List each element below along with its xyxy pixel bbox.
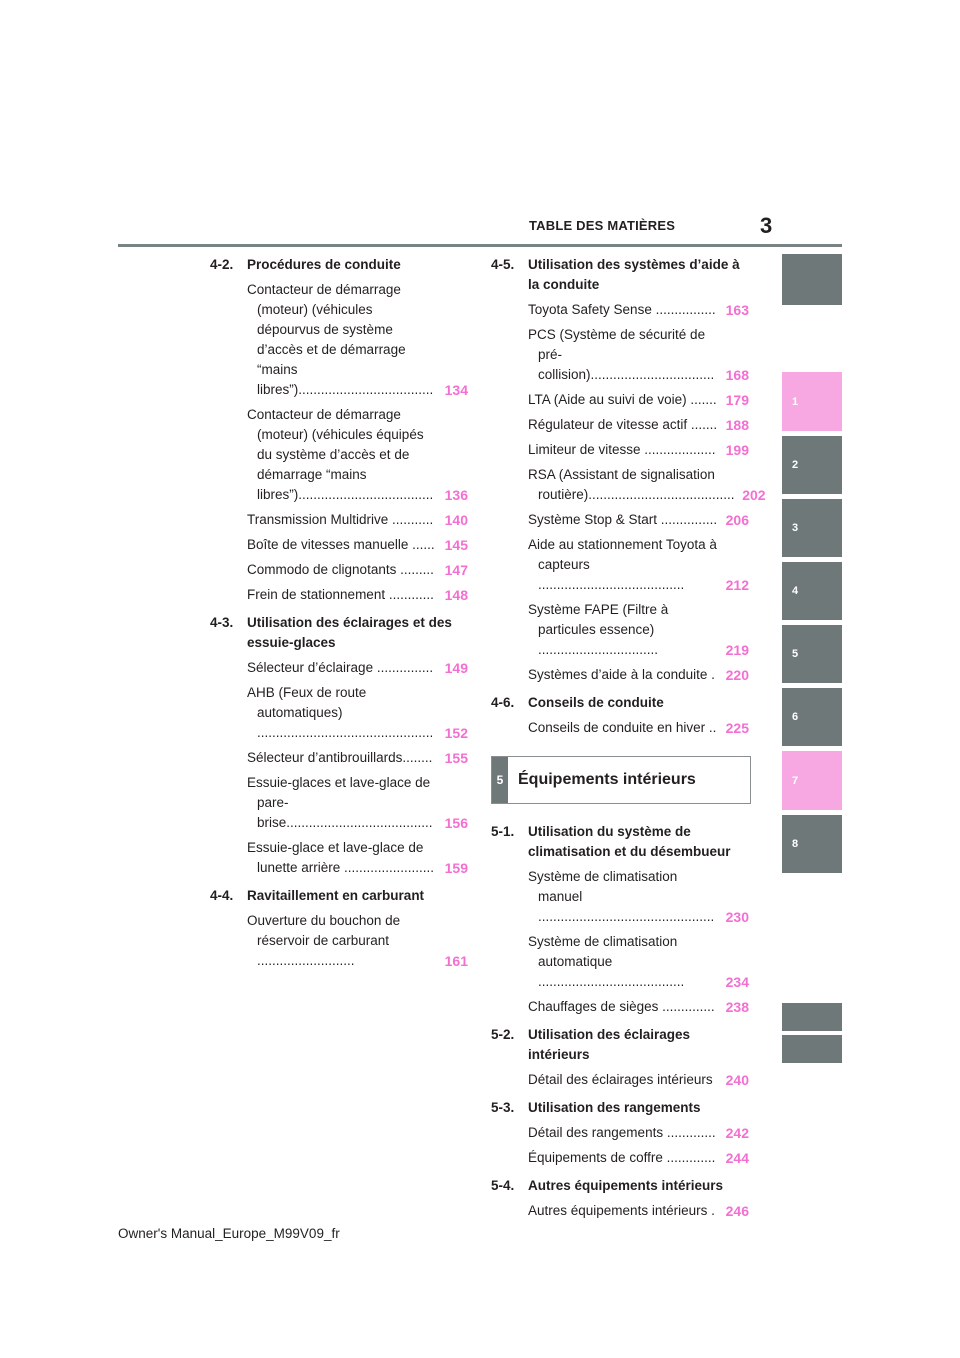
toc-entry-page-link[interactable]: 148 (444, 587, 468, 603)
toc-entry[interactable] (491, 665, 749, 685)
toc-entry-page-link[interactable]: 246 (725, 1203, 749, 1219)
side-tab-label: 5 (792, 648, 799, 660)
side-tab-7[interactable] (782, 751, 842, 810)
section-title: Utilisation du système de climatisation et du désembueur (528, 824, 731, 859)
toc-section-heading (491, 822, 749, 862)
toc-entry[interactable] (210, 585, 468, 605)
chapter-title: Équipements intérieurs (518, 771, 696, 788)
toc-section-heading (491, 255, 749, 295)
toc-entry[interactable] (210, 405, 468, 505)
toc-entry-text: Boîte de vitesses manuelle ...... (247, 537, 435, 552)
toc-entry-text: Sélecteur d’antibrouillards........ (247, 750, 433, 765)
toc-entry-text: Sélecteur d’éclairage ............... (247, 660, 434, 675)
toc-entry-text: Toyota Safety Sense ................ (528, 302, 716, 317)
toc-entry-text: Chauffages de sièges .............. (528, 999, 715, 1014)
section-title: Conseils de conduite (528, 695, 664, 710)
toc-entry-text: Frein de stationnement ............ (247, 587, 434, 602)
toc-entry-text: Système de climatisation automatique ....................................... (528, 934, 685, 989)
toc-entry[interactable] (210, 658, 468, 678)
toc-entry[interactable] (210, 683, 468, 743)
section-number: 4-5. (491, 257, 515, 272)
toc-entry-page-link[interactable]: 188 (725, 417, 749, 433)
toc-entry[interactable] (491, 300, 749, 320)
toc-entry[interactable] (491, 415, 749, 435)
side-tab-toc[interactable] (782, 254, 842, 305)
toc-entry-page-link[interactable]: 212 (725, 577, 749, 593)
side-tab-6[interactable] (782, 688, 842, 746)
toc-entry[interactable] (210, 535, 468, 555)
toc-entry[interactable] (491, 465, 766, 505)
toc-entry-text: Autres équipements intérieurs . (528, 1203, 715, 1218)
side-tab-5[interactable] (782, 625, 842, 683)
toc-entry-page-link[interactable]: 238 (725, 999, 749, 1015)
side-tab-label: 6 (792, 711, 799, 723)
side-tab-label: 7 (792, 774, 799, 787)
toc-entry-text: Système de climatisation manuel ............................................... (528, 869, 715, 924)
side-tab-label: 4 (792, 585, 799, 597)
section-number: 5-2. (491, 1027, 515, 1042)
section-number: 4-4. (210, 888, 234, 903)
toc-entry-page-link[interactable]: 136 (444, 487, 468, 503)
toc-entry-page-link[interactable]: 202 (742, 487, 766, 503)
toc-entry-page-link[interactable]: 240 (725, 1072, 749, 1088)
toc-entry-text: RSA (Assistant de signalisation routière)....................................... (528, 467, 735, 502)
section-title: Procédures de conduite (247, 257, 401, 272)
toc-entry-page-link[interactable]: 168 (725, 367, 749, 383)
toc-entry-page-link[interactable]: 149 (444, 660, 468, 676)
toc-entry-text: Conseils de conduite en hiver .. (528, 720, 717, 735)
side-tab-2[interactable] (782, 436, 842, 494)
toc-left-column (210, 255, 468, 976)
toc-entry-page-link[interactable]: 155 (444, 750, 468, 766)
toc-entry-text: Contacteur de démarrage (moteur) (véhicules équipés du système d’accès et de démarrage “mains libres”).................................... (247, 407, 434, 502)
toc-entry-text: Détail des éclairages intérieurs (528, 1072, 713, 1087)
toc-entry[interactable] (210, 280, 468, 400)
toc-entry-text: LTA (Aide au suivi de voie) ....... (528, 392, 717, 407)
toc-section-heading (210, 255, 468, 275)
header-divider (118, 244, 842, 247)
toc-entry-text: AHB (Feux de route automatiques) ............................................... (247, 685, 434, 740)
toc-entry-page-link[interactable]: 225 (725, 720, 749, 736)
toc-entry-text: Essuie-glace et lave-glace de lunette arrière ........................ (247, 840, 435, 875)
section-title: Utilisation des systèmes d’aide à la conduite (528, 257, 740, 292)
toc-entry-page-link[interactable]: 156 (444, 815, 468, 831)
section-title: Ravitaillement en carburant (247, 888, 425, 903)
toc-entry[interactable] (491, 325, 749, 385)
side-tab-label: 1 (792, 395, 799, 408)
toc-section-heading (491, 693, 749, 713)
toc-entry[interactable] (491, 718, 749, 738)
toc-entry-page-link[interactable]: 134 (444, 382, 468, 398)
section-title: Utilisation des éclairages et des essuie-glaces (247, 615, 452, 650)
toc-section-heading (491, 1176, 749, 1196)
section-number: 5-3. (491, 1100, 515, 1115)
toc-entry-page-link[interactable]: 206 (725, 512, 749, 528)
side-tab-8[interactable] (782, 815, 842, 873)
side-tab-3[interactable] (782, 499, 842, 557)
side-tab-label: 2 (792, 459, 799, 471)
page-footer: Owner's Manual_Europe_M99V09_fr (118, 1226, 340, 1241)
toc-entry-page-link[interactable]: 161 (444, 953, 468, 969)
toc-entry-page-link[interactable]: 159 (444, 860, 468, 876)
toc-right-column (491, 255, 766, 1226)
toc-entry-text: Équipements de coffre ............. (528, 1150, 716, 1165)
page-number: 3 (760, 213, 773, 238)
section-title: Autres équipements intérieurs (528, 1178, 724, 1193)
toc-entry-page-link[interactable]: 244 (725, 1150, 749, 1166)
toc-section-heading (210, 613, 468, 653)
toc-entry-page-link[interactable]: 220 (725, 667, 749, 683)
toc-entry-page-link[interactable]: 179 (725, 392, 749, 408)
toc-entry[interactable] (491, 390, 749, 410)
toc-entry-text: PCS (Système de sécurité de pré-collision)................................. (528, 327, 715, 382)
section-title: Utilisation des éclairages intérieurs (528, 1027, 691, 1062)
toc-entry-page-link[interactable]: 230 (725, 909, 749, 925)
side-tab-index-b[interactable] (782, 1035, 842, 1063)
section-number: 4-2. (210, 257, 234, 272)
toc-entry-text: Détail des rangements ............. (528, 1125, 716, 1140)
section-number: 4-3. (210, 615, 234, 630)
toc-entry[interactable] (491, 997, 749, 1017)
section-number: 5-1. (491, 824, 515, 839)
toc-entry-text: Transmission Multidrive ........... (247, 512, 434, 527)
toc-entry-page-link[interactable]: 234 (725, 974, 749, 990)
toc-entry[interactable] (491, 1123, 749, 1143)
toc-entry[interactable] (491, 510, 749, 530)
toc-entry-page-link[interactable]: 163 (725, 302, 749, 318)
toc-entry[interactable] (210, 911, 468, 971)
toc-entry-text: Contacteur de démarrage (moteur) (véhicules dépourvus de système d’accès et de démarrage “mains libres”).................................... (247, 282, 434, 397)
toc-section-heading (491, 1098, 749, 1118)
toc-entry-text: Commodo de clignotants ......... (247, 562, 434, 577)
section-number: 5-4. (491, 1178, 515, 1193)
toc-entry-page-link[interactable]: 147 (444, 562, 468, 578)
toc-entry[interactable] (210, 748, 468, 768)
toc-entry-text: Essuie-glaces et lave-glace de pare-brise....................................... (247, 775, 433, 830)
side-tab-1[interactable] (782, 372, 842, 431)
toc-entry[interactable] (491, 535, 749, 595)
toc-entry[interactable] (210, 838, 468, 878)
toc-entry-page-link[interactable]: 145 (444, 537, 468, 553)
toc-entry-page-link[interactable]: 242 (725, 1125, 749, 1141)
toc-entry-page-link[interactable]: 199 (725, 442, 749, 458)
side-tab-label: 8 (792, 838, 799, 850)
toc-entry-text: Système Stop & Start ............... (528, 512, 718, 527)
toc-entry-page-link[interactable]: 219 (725, 642, 749, 658)
page-header-title: TABLE DES MATIÈRES (529, 218, 676, 233)
toc-entry-page-link[interactable]: 152 (444, 725, 468, 741)
toc-entry[interactable] (491, 932, 749, 992)
chapter-heading-box (491, 756, 751, 804)
toc-section-heading (210, 886, 468, 906)
toc-entry[interactable] (210, 510, 468, 530)
toc-entry[interactable] (491, 1201, 749, 1221)
toc-section-heading (491, 1025, 749, 1065)
side-tab-4[interactable] (782, 562, 842, 620)
toc-entry-text: Système FAPE (Filtre à particules essence) ................................ (528, 602, 669, 657)
toc-entry[interactable] (491, 867, 749, 927)
toc-entry[interactable] (491, 600, 749, 660)
toc-entry[interactable] (491, 440, 749, 460)
toc-entry-text: Ouverture du bouchon de réservoir de carburant .......................... (247, 913, 401, 968)
toc-entry[interactable] (210, 560, 468, 580)
section-number: 4-6. (491, 695, 515, 710)
chapter-number: 5 (492, 757, 508, 803)
toc-entry-page-link[interactable]: 140 (444, 512, 468, 528)
toc-entry[interactable] (491, 1148, 749, 1168)
toc-entry-text: Aide au stationnement Toyota à capteurs ....................................... (528, 537, 717, 592)
toc-entry-text: Systèmes d’aide à la conduite . (528, 667, 715, 682)
toc-entry[interactable] (491, 1070, 749, 1090)
toc-entry-text: Limiteur de vitesse ................... (528, 442, 716, 457)
side-tab-index-a[interactable] (782, 1003, 842, 1031)
section-title: Utilisation des rangements (528, 1100, 701, 1115)
toc-entry[interactable] (210, 773, 468, 833)
side-tab-label: 3 (792, 522, 799, 534)
toc-entry-text: Régulateur de vitesse actif ....... (528, 417, 718, 432)
